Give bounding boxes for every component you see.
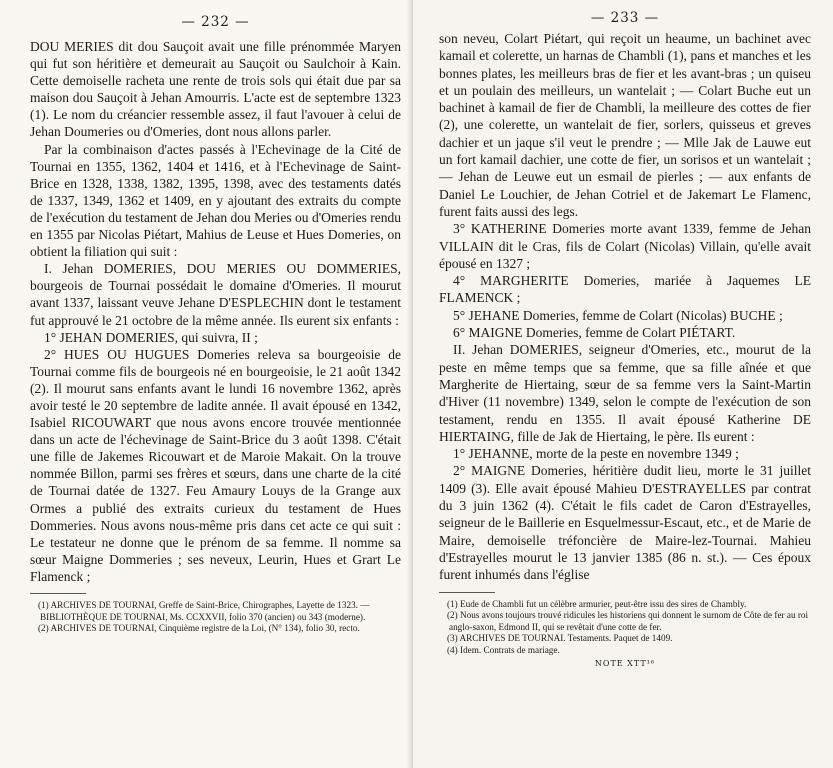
footnote-divider [30,593,86,594]
paragraph: 2° MAIGNE Domeries, héritière dudit lieu, morte le 31 juillet 1409 (3). Elle avait épousé Mahieu D'ESTRAYELLES par contrat du 3 juin 1362 (4). C'était le fils cadet de Caron d'Estrayelles, seigneur de le Baillerie en Esquelmessur-Escaut, etc., et de Marie de Maire, demoiselle tréfoncière de Maire-lez-Tournai. Mahieu d'Estrayelles mourut le 13 janvier 1385 (86 n. st.). — Ces époux furent inhumés dans l'église [439,463,811,583]
paragraph: I. Jehan DOMERIES, DOU MERIES OU DOMMERIES, bourgeois de Tournai possédait le domaine d'Omeries. Il mourut avant 1337, laissant veuve Jehane D'ESPLECHIN dont le testament fut approuvé le 21 octobre de la même année. Ils eurent six enfants : [30,261,401,328]
paragraph: 1° JEHAN DOMERIES, qui suivra, II ; [44,329,258,345]
footnotes [439,599,811,657]
signature-mark: NOTE XTT¹⁶ [594,659,656,669]
paragraph: DOU MERIES dit dou Sauçoit avait une fille prénommée Maryen qui fut son héritière et demeurait au Sauçoit ou Saulchoir à Kain. Cette demoiselle racheta une rente de trois sols qui était due par sa maison dou Sauçoit à Jehan Amourris. L'acte est de septembre 1323 (1). Le nom du créancier ressemble assez, il faut l'avouer à celui de Jehan Doumeries ou d'Omeries, dont nous allons parler. [30,39,401,140]
footnote: (2) ARCHIVES DE TOURNAI, Cinquième registre de la Loi, (N° 134), folio 30, recto. [38,623,360,634]
paragraph: son neveu, Colart Piétart, qui reçoit un heaume, un bachinet avec kamail et colerette, un harnas de Chambli (1), pans et manches et les bonnes plates, les meilleurs bras de fier et les avant-bras ; un quiseu et un poulain des meilleurs, un wantelait ; — Colart Buche eut un bachinet à kamail de fier de Chambli, la meilleure des cottes de fier (2), une colerette, un wantelait de fier, sorlers, quisseus et greves dachier et un jaque s'il veut le prendre ; — Mlle Jak de Lauwe eut un fort kamail dachier, une cotte de fier, un sorisos et un wantelait ; — Jehan de Leuwe eut un esmail de pierles ; — aux enfants de Daniel Le Louchier, de Jehan Cotriel et de Jakemart Le Flamenc, furent faits aussi des legs. [439,31,811,219]
page-number: — 232 — [181,14,250,30]
body-text [439,30,811,584]
footnote: (2) Nous avons toujours trouvé ridicules les historiens qui donnent le surnom de Côte de fer au roi anglo-saxon, Edmond II, qui se revêtait d'une cotte de fer. [447,610,809,632]
footnote-divider [439,592,495,593]
paragraph: 5° JEHANE Domeries, femme de Colart (Nicolas) BUCHE ; [453,307,783,323]
footnote: (1) Eude de Chambli fut un célèbre armurier, peut-être issu des sires de Chambly. [447,598,747,609]
right-page [413,0,833,768]
body-text [30,38,401,585]
paragraph: 4° MARGHERITE Domeries, mariée à Jaquemes LE FLAMENCK ; [439,273,811,306]
page-number: — 233 — [590,10,660,26]
footnote: (1) ARCHIVES DE TOURNAI, Greffe de Saint-Brice, Chirographes, Layette de 1323. — BIBLIOTHÈQUE DE TOURNAI, Ms. CCXXVII, folio 370 (ancien) ou 343 (moderne). [38,600,370,622]
footnote: (3) ARCHIVES DE TOURNAI. Testaments. Paquet de 1409. [447,633,673,644]
left-page [0,0,413,768]
footnotes [30,600,401,635]
paragraph: II. Jehan DOMERIES, seigneur d'Omeries, etc., mourut de la peste en même temps que sa femme, que sa fille aînée et que Margherite de Hiertaing, sœur de sa femme vers la Saint-Martin d'Hiver (11 novembre) 1349, selon le compte de l'exécution de son testament, rendu en 1355. Il avait épousé Katherine DE HIERTAING, fille de Jak de Hiertaing, le père. Ils eurent : [439,342,811,444]
footnote: (4) Idem. Contrats de mariage. [447,644,560,655]
paragraph: Par la combinaison d'actes passés à l'Echevinage de la Cité de Tournai en 1355, 1362, 1404 et 1416, et à l'Echevinage de Saint-Brice en 1328, 1338, 1382, 1395, 1398, avec des testaments datés de 1337, 1349, 1362 et 1409, en y ajoutant des extraits du compte de l'exécution du testament de Jehan dou Meries ou d'Omeries rendu en 1355 par Nicolas Piétart, Mahius de Leuse et Hues Domeries, on obtient la filiation qui suit : [30,141,401,260]
paragraph: 3° KATHERINE Domeries morte avant 1339, femme de Jehan VILLAIN dit le Cras, fils de Colart (Nicolas) Villain, qu'elle avait épousé en 1327 ; [439,221,811,271]
paragraph: 2° HUES OU HUGUES Domeries releva sa bourgeoisie de Tournai comme fils de bourgeois né en bourgeoisie, le 21 août 1342 (2). Il mourut sans enfants avant le lundi 16 novembre 1362, après avoir testé le 20 septembre de ladite année. Il avait épousé en 1342, Isabiel RICOUWART que nous avons encore trouvée mentionnée dans un acte de l'échevinage de Saint-Brice du 3 août 1398. C'était une fille de Jakemes Ricouwart et de Maroie Makait. On la trouve nommée Billon, parmi ses frères et sœurs, dans une charte de la cité de Tournai datée de 1327. Feu Amaury Louys de la Grange aux Ormes a publié des extraits curieux du testament de Hues Dommeries. Nous avons nous-même pris dans cet acte ce qui suit : Le testateur ne donne que le prénom de sa femme. Il nomme sa sœur Maigne Dommeries ; ses neveux, Leurin, Hues et Grart Le Flamenck ; [30,346,401,584]
paragraph: 6° MAIGNE Domeries, femme de Colart PIÉTART. [453,325,736,341]
paragraph: 1° JEHANNE, morte de la peste en novembre 1349 ; [453,446,739,462]
